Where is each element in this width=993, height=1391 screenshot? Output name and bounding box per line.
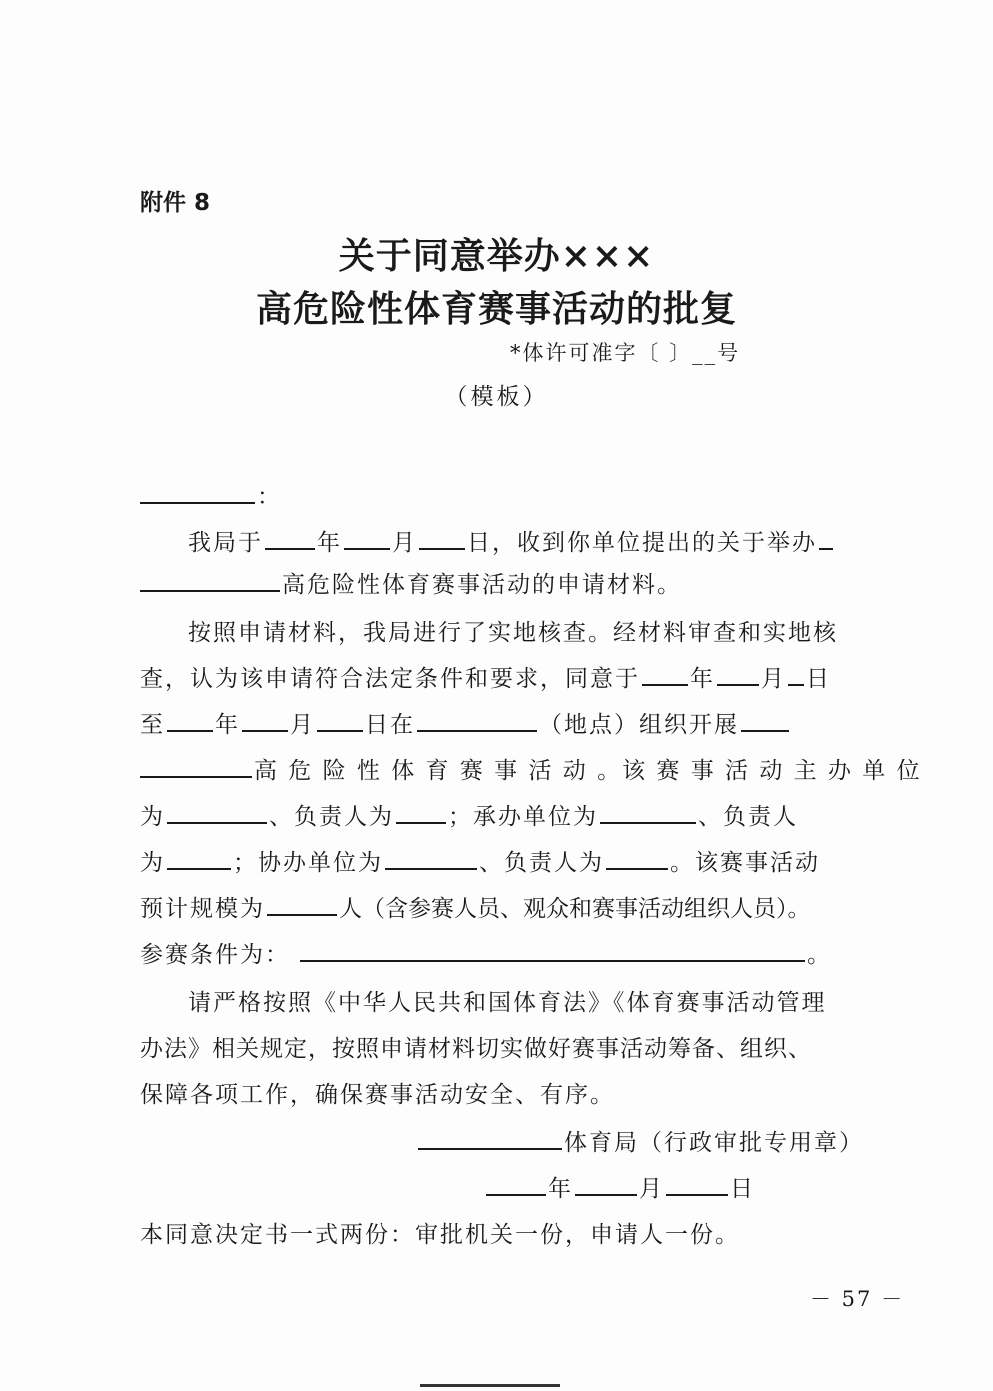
footer-note: 本同意决定书一式两份：审批机关一份，申请人一份。 [140,1222,740,1248]
paragraph-3-line-1: 请严格按照《中华人民共和国体育法》《体育赛事活动管理 [188,990,827,1016]
paragraph-1-line-1: 我局于 年 月 日，收到你单位提出的关于举办 [140,524,880,557]
signature-bureau: 体育局（行政审批专用章） [418,1124,888,1157]
scan-edge-mark [420,1384,560,1387]
blank-sign-year [486,1174,546,1196]
blank-co-organizer [385,848,477,870]
paragraph-2-line-4: 高 危 险 性 体 育 赛 事 活 动 。该 赛 事 活 动 主 办 单 位 [140,752,880,785]
blank-co-organizer-head [606,848,668,870]
blank-end-year [167,710,213,732]
attachment-label: 附件 8 [140,190,211,216]
blank-event-name-2 [140,756,252,778]
blank-receive-month [344,528,390,550]
permit-number: *体许可准字〔 〕__号 [510,341,741,365]
blank-receive-year [265,528,315,550]
paragraph-2-line-8: 参赛条件为： 。 [140,942,832,968]
blank-scale [267,894,337,916]
blank-conditions [300,940,805,962]
signature-date: 年 月 日 [486,1170,786,1203]
blank-end-month [242,710,288,732]
paragraph-2-line-7: 预计规模为 人（含参赛人员、观众和赛事活动组织人员）。 [140,896,811,922]
paragraph-2-line-1: 按照申请材料，我局进行了实地核查。经材料审查和实地核 [188,620,838,646]
paragraph-2-line-5: 为 、负责人为 ；承办单位为 、负责人 [140,804,798,830]
blank-end-day [317,710,363,732]
paragraph-2-line-2: 查，认为该申请符合法定条件和要求，同意于 年 月 日 [140,666,831,692]
blank-location [417,710,537,732]
blank-sign-month [575,1174,637,1196]
paragraph-3-line-3: 保障各项工作，确保赛事活动安全、有序。 [140,1082,615,1108]
addressee-blank [140,482,255,504]
page-number: － 57 － [810,1287,905,1311]
paragraph-1-line-2: 高危险性体育赛事活动的申请材料。 [140,566,880,599]
blank-start-month [717,664,759,686]
blank-start-day [788,664,804,686]
title-line-1: 关于同意举办××× [338,235,655,277]
blank-start-year [642,664,688,686]
blank-organizer [167,802,267,824]
paragraph-3-line-2: 办法》相关规定，按照申请材料切实做好赛事活动筹备、组织、 [140,1036,812,1062]
blank-sign-day [666,1174,728,1196]
addressee-line: ： [140,478,880,511]
paragraph-2-line-6: 为 ；协办单位为 、负责人为 。该赛事活动 [140,850,820,876]
blank-undertaker [600,802,696,824]
blank-event-name [140,570,280,592]
blank-bureau-name [418,1128,562,1150]
title-line-2: 高危险性体育赛事活动的批复 [255,288,737,330]
blank-undertaker-head [167,848,231,870]
paragraph-2-line-3: 至 年 月 日在 （地点）组织开展 [140,706,880,739]
blank-organizer-head [396,802,446,824]
template-label: （模板） [444,384,549,410]
blank-receive-day [419,528,465,550]
